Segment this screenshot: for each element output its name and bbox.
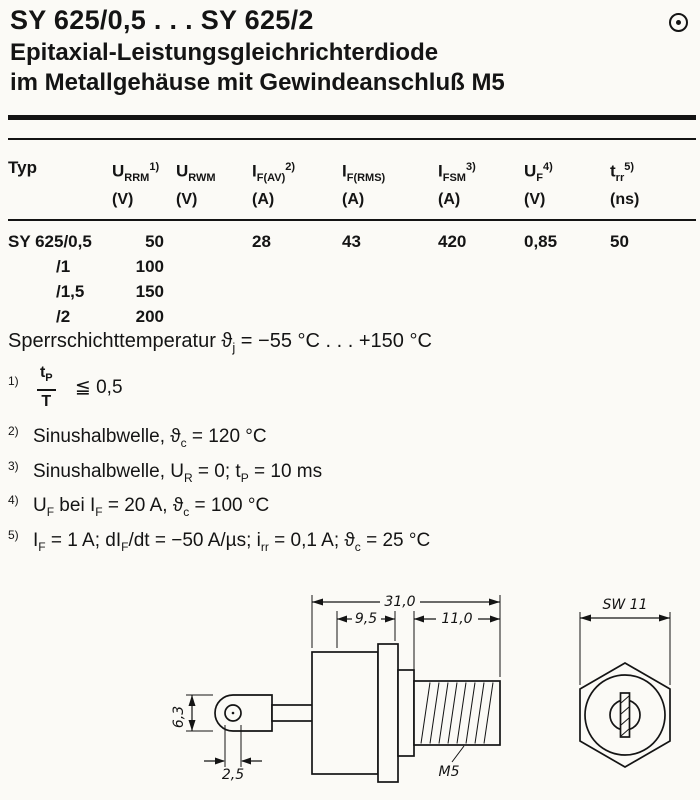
col-header-ifav: $I_{F(AV)}^{2)}$ (A) xyxy=(252,158,342,220)
footnote-5 xyxy=(8,528,430,554)
circle-dot-icon xyxy=(669,13,688,32)
dim-hole: 2,5 xyxy=(221,767,245,783)
flange xyxy=(378,644,398,782)
solder-lug xyxy=(215,695,272,731)
col-header-uf: $U_F^{4)}$ (V) xyxy=(524,158,610,220)
dim-thread-length: 11,0 xyxy=(441,611,473,627)
col-header-ifsm: $I_{FSM}^{3)}$ (A) xyxy=(438,158,524,220)
footnote-marker: 4) xyxy=(8,493,19,507)
collar xyxy=(398,670,414,756)
ifrms-cell: 43 xyxy=(342,232,361,252)
urrm-cell: 100 xyxy=(135,257,164,277)
page-subtitle xyxy=(10,38,505,98)
footnote-text: Sinushalbwelle, $U_R = 0$; $t_P = 10$ ms xyxy=(32,461,323,486)
diode-body xyxy=(312,652,378,774)
type-cell: /1,5 xyxy=(56,282,85,302)
footnote-text: ≦ 0,5 xyxy=(74,376,123,398)
page-title: SY 625/0,5 . . . SY 625/2 xyxy=(10,5,314,35)
table-row xyxy=(8,220,696,254)
ratings-table xyxy=(8,158,696,329)
footnote-text: $I_F = 1$ A; $dI_F/dt = -50$ A/µs; $i_{rr} = 0,1$ A; $ϑ_c = 25$ °C xyxy=(32,530,431,555)
divider-thick xyxy=(8,115,696,120)
urrm-cell: 200 xyxy=(135,307,164,327)
col-header-typ: Typ xyxy=(8,158,112,220)
thread-size-label: M5 xyxy=(438,764,460,780)
duty-cycle-fraction: $\frac{t_P}{T}$ xyxy=(37,363,56,411)
footnote-3 xyxy=(8,459,322,485)
lead-shaft xyxy=(272,705,314,721)
ifav-cell: 28 xyxy=(252,232,271,252)
col-header-urwm: $U_{RWM}$ (V) xyxy=(176,158,252,220)
footnote-2 xyxy=(8,424,267,450)
dim-tab-width: 6,3 xyxy=(171,705,187,729)
footnote-4 xyxy=(8,493,269,519)
subtitle-line-2: im Metallgehäuse mit Gewindeanschluß M5 xyxy=(10,69,505,96)
footnote-text: $U_F$ bei $I_F = 20$ A, $ϑ_c = 100$ °C xyxy=(32,495,270,520)
dim-overall-length: 31,0 xyxy=(384,594,416,610)
subtitle-line-1: Epitaxial-Leistungsgleichrichterdiode xyxy=(10,39,439,66)
urrm-cell: 50 xyxy=(145,232,164,252)
type-cell: SY 625/0,5 xyxy=(8,232,92,252)
footnote-marker: 3) xyxy=(8,459,19,473)
type-cell: /2 xyxy=(56,307,71,327)
trr-cell: 50 xyxy=(610,232,629,252)
package-drawing xyxy=(0,575,700,800)
col-header-urrm: $U_{RRM}^{1)}$ (V) xyxy=(112,158,176,220)
urwm-cell xyxy=(176,220,252,329)
dim-body-length: 9,5 xyxy=(354,611,378,627)
col-header-ifrms: $I_{F(RMS)}$ (A) xyxy=(342,158,438,220)
ifsm-cell: 420 xyxy=(438,232,467,252)
footnote-marker: 1) xyxy=(8,373,19,388)
threaded-stud xyxy=(414,681,500,745)
header-row xyxy=(8,158,696,220)
urrm-cell: 150 xyxy=(135,282,164,302)
footnote-marker: 5) xyxy=(8,528,19,542)
dim-wrench-size: SW 11 xyxy=(602,597,648,613)
footnote-1 xyxy=(8,363,123,411)
divider-thin xyxy=(8,138,696,140)
footnote-text: Sinushalbwelle, $ϑ_c = 120$ °C xyxy=(32,426,267,451)
type-cell: /1 xyxy=(56,257,71,277)
uf-cell: 0,85 xyxy=(524,232,558,252)
footnote-marker: 2) xyxy=(8,424,19,438)
junction-temperature-line: Sperrschichttemperatur $ϑ_j = -55$ °C . . . +150 °C xyxy=(8,330,432,355)
col-header-trr: $t_{rr}^{5)}$ (ns) xyxy=(610,158,696,220)
